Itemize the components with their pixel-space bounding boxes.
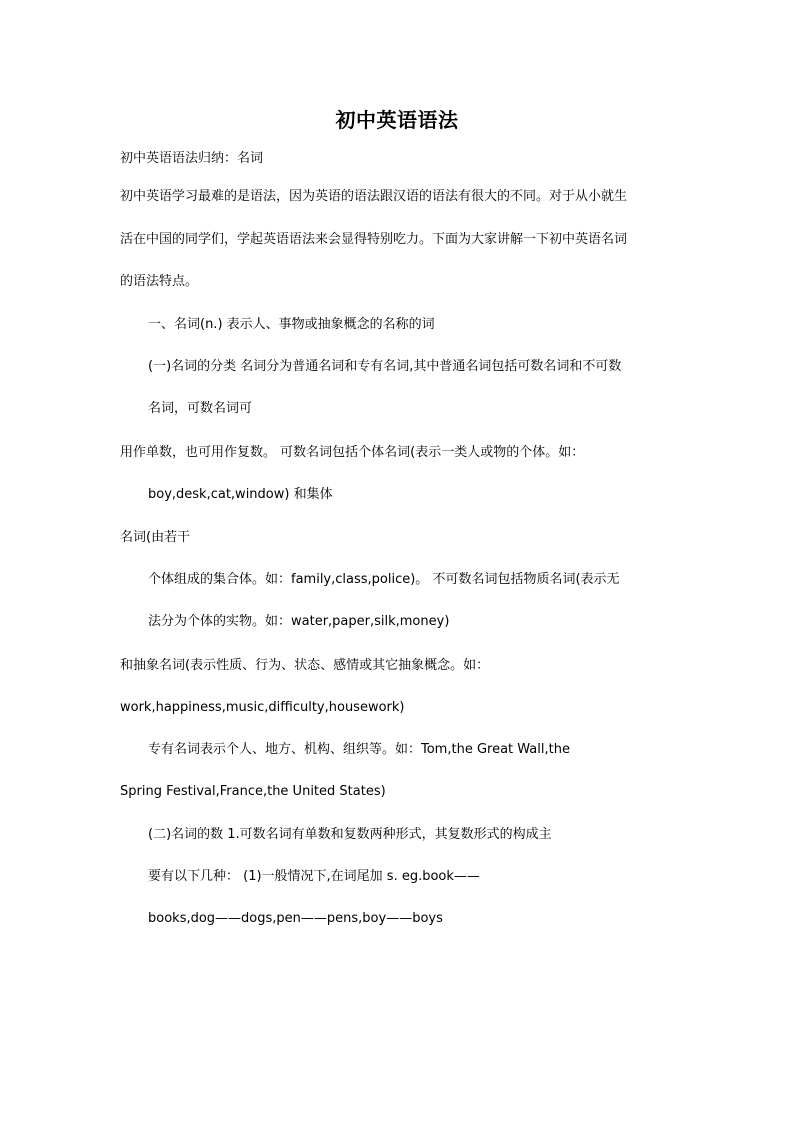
paragraph-line: 初中英语学习最难的是语法，因为英语的语法跟汉语的语法有很大的不同。对于从小就生 [120, 189, 628, 204]
paragraph-line: 要有以下几种： (1)一般情况下,在词尾加 s. eg.book—— [148, 869, 480, 884]
document-subtitle: 初中英语语法归纳：名词 [120, 151, 264, 166]
paragraph-line: 活在中国的同学们，学起英语语法来会显得特别吃力。下面为大家讲解一下初中英语名词 [120, 232, 628, 247]
section-heading: 一、名词(n.) 表示人、事物或抽象概念的名称的词 [148, 317, 435, 332]
paragraph-line: 名词，可数名词可 [148, 401, 253, 416]
paragraph-line: (一)名词的分类 名词分为普通名词和专有名词,其中普通名词包括可数名词和不可数 [148, 359, 622, 374]
paragraph-line: Spring Festival,France,the United States) [120, 784, 386, 799]
paragraph-line: (二)名词的数 1.可数名词有单数和复数两种形式，其复数形式的构成主 [148, 827, 552, 842]
paragraph-line: 名词(由若干 [120, 530, 191, 545]
document-title: 初中英语语法 [335, 108, 459, 132]
paragraph-line: boy,desk,cat,window) 和集体 [148, 487, 333, 502]
paragraph-line: 法分为个体的实物。如：water,paper,silk,money) [148, 614, 450, 629]
paragraph-line: 的语法特点。 [120, 274, 199, 289]
paragraph-line: 用作单数，也可用作复数。 可数名词包括个体名词(表示一类人或物的个体。如： [120, 445, 585, 460]
paragraph-line: work,happiness,music,difficulty,housework) [120, 700, 405, 715]
paragraph-line: 和抽象名词(表示性质、行为、状态、感情或其它抽象概念。如： [120, 658, 490, 673]
paragraph-line: 个体组成的集合体。如：family,class,police)。 不可数名词包括物质名词(表示无 [148, 572, 620, 587]
paragraph-line: books,dog——dogs,pen——pens,boy——boys [148, 911, 443, 926]
paragraph-line: 专有名词表示个人、地方、机构、组织等。如：Tom,the Great Wall,the [148, 742, 570, 757]
